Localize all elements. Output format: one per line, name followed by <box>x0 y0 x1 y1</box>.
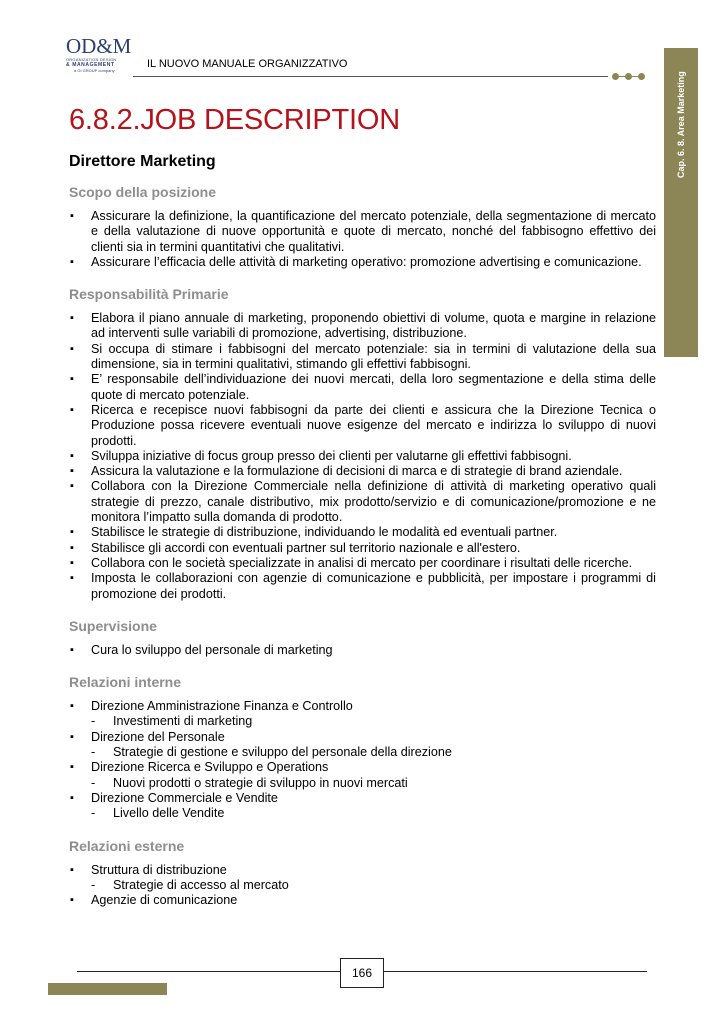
list-item: ▪ Agenzie di comunicazione <box>69 893 656 908</box>
list-item: ▪ Assicurare la definizione, la quantificazione del mercato potenziale, della segmentazione di mercato e della valutazione di nuove opportunità e quote di mercato, nonché del fabbisogno effettivo dei clienti sia in termini quantitativi che qualitativi. <box>69 209 656 255</box>
list-item: ▪ Direzione del Personale <box>69 730 656 745</box>
section-supervisione <box>69 618 656 658</box>
company-logo <box>66 34 132 76</box>
list-item: ▪ Assicurare l’efficacia delle attività di marketing operativo: promozione advertising e comunicazione. <box>69 255 656 270</box>
section-relazioni-esterne <box>69 838 656 909</box>
chapter-sidebar <box>664 48 698 357</box>
header-divider <box>133 76 608 77</box>
list-item: ▪ Sviluppa iniziative di focus group presso dei clienti per valutarne gli effettivi fabbisogni. <box>69 449 656 464</box>
list-item: ▪ Si occupa di stimare i fabbisogni del mercato potenziale: sia in termini di valutazione della sua dimensione, sia in termini qualitativi, stimando gli effettivi fabbisogni. <box>69 342 656 373</box>
page-number-box <box>340 958 384 988</box>
logo-line-1: ORGANIZATION DESIGN <box>66 57 117 62</box>
logo-line-3: a GI GROUP company <box>74 68 115 73</box>
list-item: ▪ Direzione Ricerca e Sviluppo e Operations <box>69 760 656 775</box>
sub-list-item: - Nuovi prodotti o strategie di sviluppo in nuovi mercati <box>69 776 656 791</box>
bullet-list <box>69 699 656 821</box>
bullet-list <box>69 643 656 658</box>
section-heading: Relazioni interne <box>69 674 182 691</box>
list-item: ▪ Direzione Amministrazione Finanza e Controllo <box>69 699 656 714</box>
section-heading: Scopo della posizione <box>69 184 217 200</box>
list-item: ▪ Imposta le collaborazioni con agenzie di comunicazione e pubblicità, per impostare i programmi di promozione dei prodotti. <box>69 571 656 602</box>
sub-list-item: - Investimenti di marketing <box>69 714 656 729</box>
list-item: ▪ Stabilisce gli accordi con eventuali partner sul territorio nazionale e all'estero. <box>69 541 656 556</box>
list-item: ▪ Stabilisce le strategie di distribuzione, individuando le modalità ed eventuali partner. <box>69 525 656 540</box>
list-item: ▪ Direzione Commerciale e Vendite <box>69 791 656 806</box>
sub-list-item: - Livello delle Vendite <box>69 806 656 821</box>
logo-wordmark: OD&M <box>66 34 132 58</box>
list-item: ▪ Elabora il piano annuale di marketing, proponendo obiettivi di volume, quota e margine in relazione ad interventi sulle variabili di promozione, advertising, distribuzione. <box>69 311 656 342</box>
section-heading: Supervisione <box>69 617 157 634</box>
list-item: ▪ Collabora con le società specializzate in analisi di mercato per coordinare i risultati delle ricerche. <box>69 556 656 571</box>
section-relazioni-interne <box>69 674 656 821</box>
list-item: ▪ Collabora con la Direzione Commerciale nella definizione di attività di marketing operativo quali strategie di prezzo, canale distributivo, mix prodotto/servizio e di comunicazione/promozione e ne monitora l’impatto sulla domanda di prodotto. <box>69 479 656 525</box>
list-item: ▪ Struttura di distribuzione <box>69 863 656 878</box>
dot-icon <box>638 73 645 80</box>
dot-icon <box>612 73 619 80</box>
section-responsabilita <box>69 286 656 602</box>
role-title: Direttore Marketing <box>69 153 216 170</box>
document-body <box>69 184 656 924</box>
header-dots-ornament <box>612 72 645 80</box>
sub-list-item: - Strategie di gestione e sviluppo del personale della direzione <box>69 745 656 760</box>
bullet-list <box>69 863 656 909</box>
header-title: IL NUOVO MANUALE ORGANIZZATIVO <box>147 58 348 70</box>
section-scopo <box>69 184 656 270</box>
list-item: ▪ Cura lo sviluppo del personale di marketing <box>69 643 656 658</box>
list-item: ▪ Ricerca e recepisce nuovi fabbisogni da parte dei clienti e assicura che la Direzione Tecnica o Produzione possa ricevere eventuali nuove esigenze del mercato e indirizza lo sviluppo di nuovi prodotti. <box>69 403 656 449</box>
list-item: ▪ Assicura la valutazione e la formulazione di decisioni di marca e di strategie di brand aziendale. <box>69 464 656 479</box>
footer-accent-bar <box>48 983 167 995</box>
section-heading: Responsabilità Primarie <box>69 286 229 303</box>
page-number: 166 <box>351 966 373 980</box>
list-item: ▪ E’ responsabile dell’individuazione dei nuovi mercati, della loro segmentazione e della stima delle quote di mercato potenziale. <box>69 372 656 403</box>
section-heading: Relazioni esterne <box>69 837 185 854</box>
dot-icon <box>625 73 632 80</box>
logo-line-2: & MANAGEMENT <box>66 62 115 68</box>
bullet-list <box>69 209 656 270</box>
page-title: 6.8.2.JOB DESCRIPTION <box>69 104 400 136</box>
chapter-label: Cap. 6. 8. Area Marketing <box>676 71 686 178</box>
bullet-list <box>69 311 656 602</box>
sub-list-item: - Strategie di accesso al mercato <box>69 878 656 893</box>
